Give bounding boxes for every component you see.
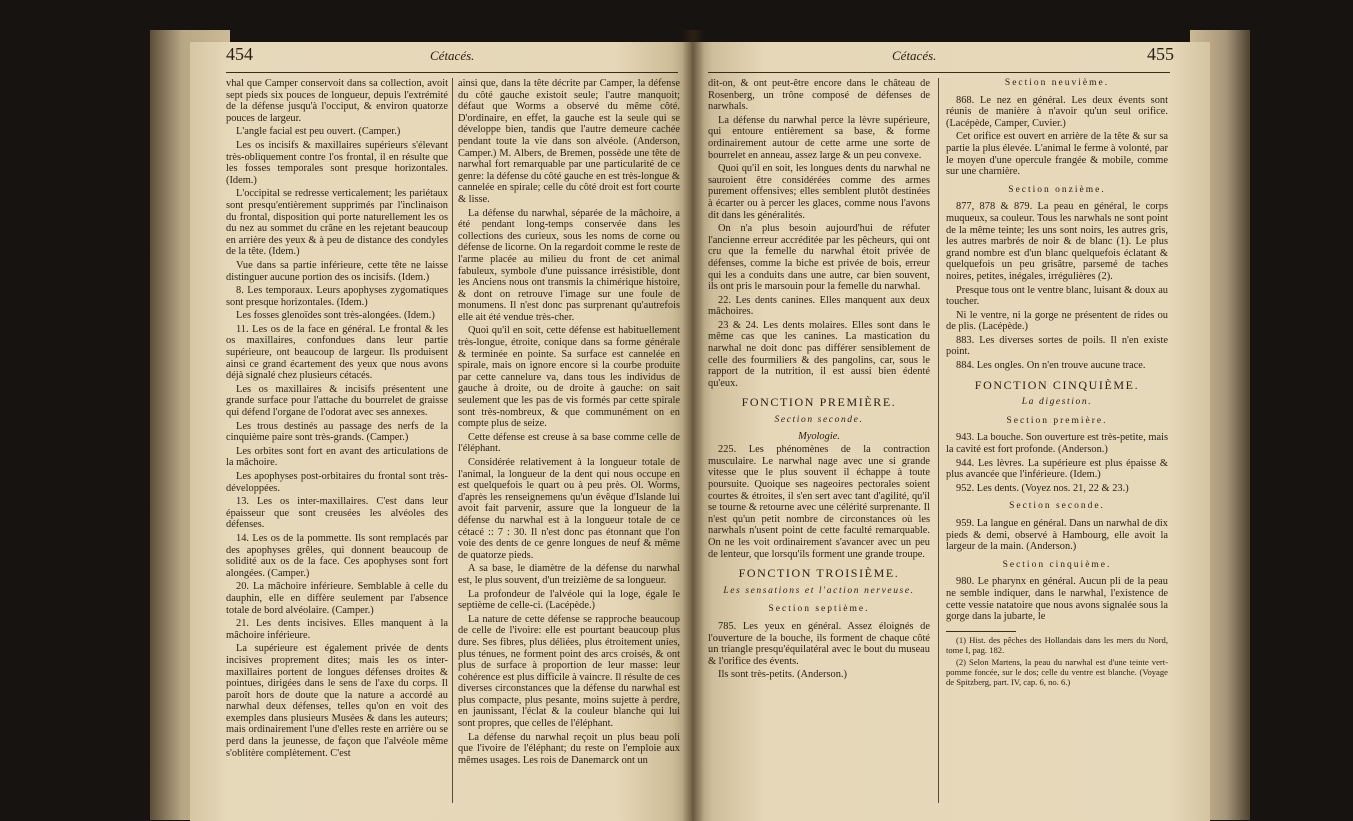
paragraph: 943. La bouche. Son ouverture est très-petite, mais la cavité est fort profonde. (Anderson.) xyxy=(946,432,1168,456)
paragraph: 13. Les os inter-maxillaires. C'est dans leur épaisseur que sont creusées les alvéoles des défenses. xyxy=(226,496,448,531)
paragraph: La profondeur de l'alvéole qui la loge, égale le septième de celle-ci. (Lacépède.) xyxy=(458,588,680,612)
paragraph: 944. Les lèvres. La supérieure est plus épaisse & plus avancée que l'inférieure. (Idem.) xyxy=(946,457,1168,481)
header-rule-left xyxy=(226,72,678,73)
paragraph: L'angle facial est peu ouvert. (Camper.) xyxy=(236,126,401,138)
subsection-heading: La digestion. xyxy=(1021,397,1093,408)
column-divider-left xyxy=(452,78,453,803)
paragraph: La supérieure est également privée de dents incisives proprement dites; mais les os inter-maxillaires portent de longues défenses droites & pointues, dirigées dans le sens de l'axe du corps. Il paroît hors de doute que la nature a accordé au narwhal deux défenses, telles qu'on en voit des exemples dans plusieurs Musées & dans les auteurs; mais ordinairement l'une d'elles reste en arrière ou se perd dans la jeunesse, de façon que l'alvéole même s'oblitère complètement. C'est xyxy=(226,643,448,759)
paragraph: 8. Les temporaux. Leurs apophyses zygomatiques sont presque horizontales. (Idem.) xyxy=(226,285,448,308)
subsection-heading: Myologie. xyxy=(798,430,840,442)
section-heading: Section seconde. xyxy=(1009,501,1105,512)
paragraph: ainsi que, dans la tête décrite par Camper, la défense du côté gauche existoit seule; l'autre manquoit; défaut que Worms a observé du même côté. D'ordinaire, en effet, la gauche est la seule qui se développe bien, tandis que l'autre demeure cachée pendant toute la vie dans son alvéole. (Anderson, Camper.) M. Albers, de Bremen, possède une tête de narwhal fort remarquable par une particularité de ce genre: la défense du côté gauche en est très-longue & cannelée en spirale; celle du côté droit est fort courte & lisse. xyxy=(458,78,680,205)
section-heading: Section neuvième. xyxy=(1004,78,1110,88)
paragraph: 14. Les os de la pommette. Ils sont remplacés par des apophyses grêles, qui donnent beaucoup de solidité aux os de la face. Ces apophyses sont fort alongées. (Camper.) xyxy=(226,532,448,579)
paragraph: Les trous destinés au passage des nerfs de la cinquième paire sont très-grands. (Camper.) xyxy=(226,420,448,444)
paragraph: Ils sont très-petits. (Anderson.) xyxy=(718,669,847,681)
paragraph: Vue dans sa partie inférieure, cette tête ne laisse distinguer aucune portion des os incisifs. (Idem.) xyxy=(226,259,448,283)
column-divider-right xyxy=(938,78,939,803)
paragraph: 11. Les os de la face en général. Le frontal & les os maxillaires, confondues dans leur partie supérieure, ont beaucoup de largeur. Ils produisent ainsi ce grand écartement des yeux que nous avons déjà signalé chez plusieurs cétacés. xyxy=(226,323,448,382)
section-heading: Section onzième. xyxy=(1008,184,1106,195)
fonction-heading: FONCTION PREMIÈRE. xyxy=(741,395,897,410)
subsection-heading: Les sensations et l'action nerveuse. xyxy=(723,585,915,596)
paragraph: Les os incisifs & maxillaires supérieurs s'élevant très-obliquement contre l'os frontal, il en résulte que les fosses temporales sont presque horizontales. (Idem.) xyxy=(226,139,448,186)
section-heading: Section première. xyxy=(1006,415,1108,426)
section-heading: Section seconde. xyxy=(774,415,864,426)
section-heading: Section septième. xyxy=(768,604,870,615)
running-head-left: Cétacés. xyxy=(430,48,475,63)
book-gutter xyxy=(682,30,704,821)
paragraph: dit-on, & ont peut-être encore dans le château de Rosenberg, un trône composé de défenses de narwhals. xyxy=(708,78,930,113)
paragraph: La défense du narwhal reçoit un plus beau poli que l'ivoire de l'éléphant; du reste on l'emploie aux mêmes usages. Les rois de Danemarck ont un xyxy=(458,731,680,766)
paragraph: Les orbites sont fort en avant des articulations de la mâchoire. xyxy=(226,445,448,469)
paragraph: Les apophyses post-orbitaires du frontal sont très-développées. xyxy=(226,471,448,494)
paragraph: A sa base, le diamètre de la défense du narwhal est, le plus souvent, d'un treizième de sa longueur. xyxy=(458,563,680,586)
paragraph: 20. La mâchoire inférieure. Semblable à celle du dauphin, elle en diffère seulement par l'absence totale de bord alvéolaire. (Camper.) xyxy=(226,581,448,616)
fonction-heading: FONCTION TROISIÈME. xyxy=(738,566,900,581)
column-2 xyxy=(458,78,680,813)
paragraph: 959. La langue en général. Dans un narwhal de dix pieds & demi, observé à Hambourg, elle avoit la largeur de la main. (Anderson.) xyxy=(946,518,1168,553)
paragraph: La défense du narwhal perce la lèvre supérieure, qui entoure entièrement sa base, & forme ordinairement autour de cette arme une sorte de bourrelet en anneau, assez large & un peu convexe. xyxy=(708,114,930,161)
column-4 xyxy=(946,78,1168,813)
paragraph: On n'a plus besoin aujourd'hui de réfuter l'ancienne erreur accréditée par les pêcheurs, qui ont cru que la femelle du narwhal étoit privée de défenses, comme la biche est privée de bois, erreur qui les a conduits dans une autre, car bien souvent, ils ont pris le marsouin pour la femelle du narwhal. xyxy=(708,223,930,293)
paragraph: Considérée relativement à la longueur totale de l'animal, la longueur de la dent qui nous occupe en est quelquefois le quart ou à peu près. Ol. Worms, d'après les renseignemens qu'un évêque d'Islande lui avoit fait parvenir, assure que la longueur de la défense du narwhal est à la longueur totale de ce cétacé :: 7 : 30. Il n'est donc pas étonnant que l'on voie des dents de ce genre longues de neuf & même de quatorze pieds. xyxy=(458,457,680,561)
paragraph: 21. Les dents incisives. Elles manquent à la mâchoire inférieure. xyxy=(226,618,448,641)
paragraph: 877, 878 & 879. La peau en général, le corps muqueux, sa couleur. Tous les narwhals ne sont point de la même teinte; les uns sont noirs, les autres gris, les autres marbrés de noir & de blanc (1). Le plus grand nombre est d'un blanc quelquefois éclatant & quelquefois un peu grisâtre, parsemé de taches noires, petites, inégales, irrégulières (2). xyxy=(946,201,1168,282)
right-page xyxy=(692,42,1210,821)
section-heading: Section cinquième. xyxy=(1002,559,1112,570)
paragraph: 883. Les diverses sortes de poils. Il n'en existe point. xyxy=(946,334,1168,358)
paragraph: Quoi qu'il en soit, les longues dents du narwhal ne sauroient être considérées comme des armes purement offensives; elles semblent plutôt destinées à écarter ou à percer les glaces, comme nous l'avons dit dans les généralités. xyxy=(708,163,930,221)
paragraph: 868. Le nez en général. Les deux évents sont réunis de manière à n'avoir qu'un seul orifice. (Lacépède, Camper, Cuvier.) xyxy=(946,94,1168,129)
footnote-rule xyxy=(946,631,1016,632)
left-page xyxy=(190,42,692,821)
paragraph: Cette défense est creuse à sa base comme celle de l'éléphant. xyxy=(458,431,680,455)
footnote: (1) Hist. des pêches des Hollandais dans les mers du Nord, tome I, pag. 182. xyxy=(946,634,1168,655)
paragraph: 23 & 24. Les dents molaires. Elles sont dans le même cas que les canines. La mastication du narwhal ne doit donc pas différer sensiblement de celle des fourmiliers & des pangolins, car, sous le rapport de la nutrition, il est aussi bien édenté qu'eux. xyxy=(708,319,930,389)
paragraph: Ni le ventre, ni la gorge ne présentent de rides ou de plis. (Lacépède.) xyxy=(946,309,1168,333)
paragraph: 225. Les phénomènes de la contraction musculaire. Le narwhal nage avec une si grande vitesse que le plus souvent il échappe à toute poursuite. Quoique ses nageoires pectorales soient courtes & étroites, il s'en sert avec tant d'agilité, qu'il se tourne & retourne avec une célérité surprenante. Il n'est qu'un petit nombre de circonstances où les narwhals n'usent point de cette faculté remarquable. On ne les voit ordinairement s'avancer avec un peu de lenteur, que lorsqu'ils forment une grande troupe. xyxy=(708,444,930,560)
paragraph: Les fosses glenoïdes sont très-alongées. (Idem.) xyxy=(236,310,435,322)
paragraph: 980. Le pharynx en général. Aucun pli de la peau ne semble indiquer, dans le narwhal, l'existence de cette vessie natatoire que nous avons signalée sous la gorge dans la jubarte, le xyxy=(946,576,1168,623)
paragraph: Les os maxillaires & incisifs présentent une grande surface pour l'attache du bourrelet de graisse qui défend l'organe de l'odorat avec ses annexes. xyxy=(226,383,448,419)
column-1 xyxy=(226,78,448,813)
fonction-heading: FONCTION CINQUIÈME. xyxy=(974,377,1140,392)
paragraph: La nature de cette défense se rapproche beaucoup de celle de l'ivoire: elle est pourtant beaucoup plus dure. Ses fibres, plus déliées, plus étroitement unies, plus ténues, ne forment point des arcs croisés, & ont plus de surface à proportion de leur masse: leur cohérence est plus difficile à vaincre. Il résulte de ces diverses circonstances que la défense du narwhal est plus compacte, plus pesante, moins sujette à perdre, en jaunissant, l'éclat & la couleur blanche qui lui sont propres, que celles de l'éléphant. xyxy=(458,613,680,730)
footnote: (2) Selon Martens, la peau du narwhal est d'une teinte vert-pomme foncée, sur le dos; celle du ventre est blanche. (Voyage de Spitzberg, part. IV, cap. 6, no. 6.) xyxy=(946,656,1168,687)
paragraph: 785. Les yeux en général. Assez éloignés de l'ouverture de la bouche, ils forment de chaque côté un triangle presqu'équilatéral avec le bout du museau & l'orifice des évents. xyxy=(708,620,930,667)
page-number-left: 454 xyxy=(226,44,253,64)
running-head-right: Cétacés. xyxy=(892,48,937,63)
paragraph: Presque tous ont le ventre blanc, luisant & doux au toucher. xyxy=(946,284,1168,308)
paragraph: Quoi qu'il en soit, cette défense est habituellement très-longue, étroite, conique dans sa forme générale & terminée en pointe. Sa surface est cannelée en spirale, mais on ignore encore si la courbe produite par cette cannelure va, dans tous les individus de gauche à droite, ou de droite à gauche: on sait seulement que les pas de vis formés par cette spirale sont très-nombreux, & que communément on en compte plus de seize. xyxy=(458,325,680,430)
column-3 xyxy=(708,78,930,813)
paragraph: 22. Les dents canines. Elles manquent aux deux mâchoires. xyxy=(708,294,930,318)
page-number-right: 455 xyxy=(1147,44,1174,64)
header-rule-right xyxy=(708,72,1170,73)
paragraph: Cet orifice est ouvert en arrière de la tête & sur sa partie la plus élevée. L'animal le ferme à volonté, par le moyen d'une opercule frangée & mobile, comme sur une charnière. xyxy=(946,131,1168,178)
paragraph: La défense du narwhal, séparée de la mâchoire, a été pendant long-temps conservée dans les collections des curieux, sous les noms de corne ou défense de licorne. On la regardoit comme le reste de l'arme placée au milieu du front de cet animal fabuleux, symbole d'une puissance irrésistible, dont les Anciens nous ont transmis la chimérique histoire, & dont on retrouve l'image sur une foule de monumens. Il n'est donc pas surprenant qu'autrefois elle ait été vendue très-cher. xyxy=(458,207,680,323)
paragraph: 952. Les dents. (Voyez nos. 21, 22 & 23.) xyxy=(956,482,1129,494)
paragraph: vhal que Camper conservoit dans sa collection, avoit sept pieds six pouces de longueur, depuis l'extrémité de la défense jusqu'à l'occiput, & environ quatorze pouces de largeur. xyxy=(226,78,448,124)
paragraph: L'occipital se redresse verticalement; les pariétaux sont presqu'entièrement supprimés par l'inclinaison du frontal, disposition qui porte naturellement les os du nez au sommet du crâne en les rejetant beaucoup en arrière des yeux & à peu de distance des condyles de la tête. (Idem.) xyxy=(226,188,448,258)
paragraph: 884. Les ongles. On n'en trouve aucune trace. xyxy=(956,360,1146,372)
